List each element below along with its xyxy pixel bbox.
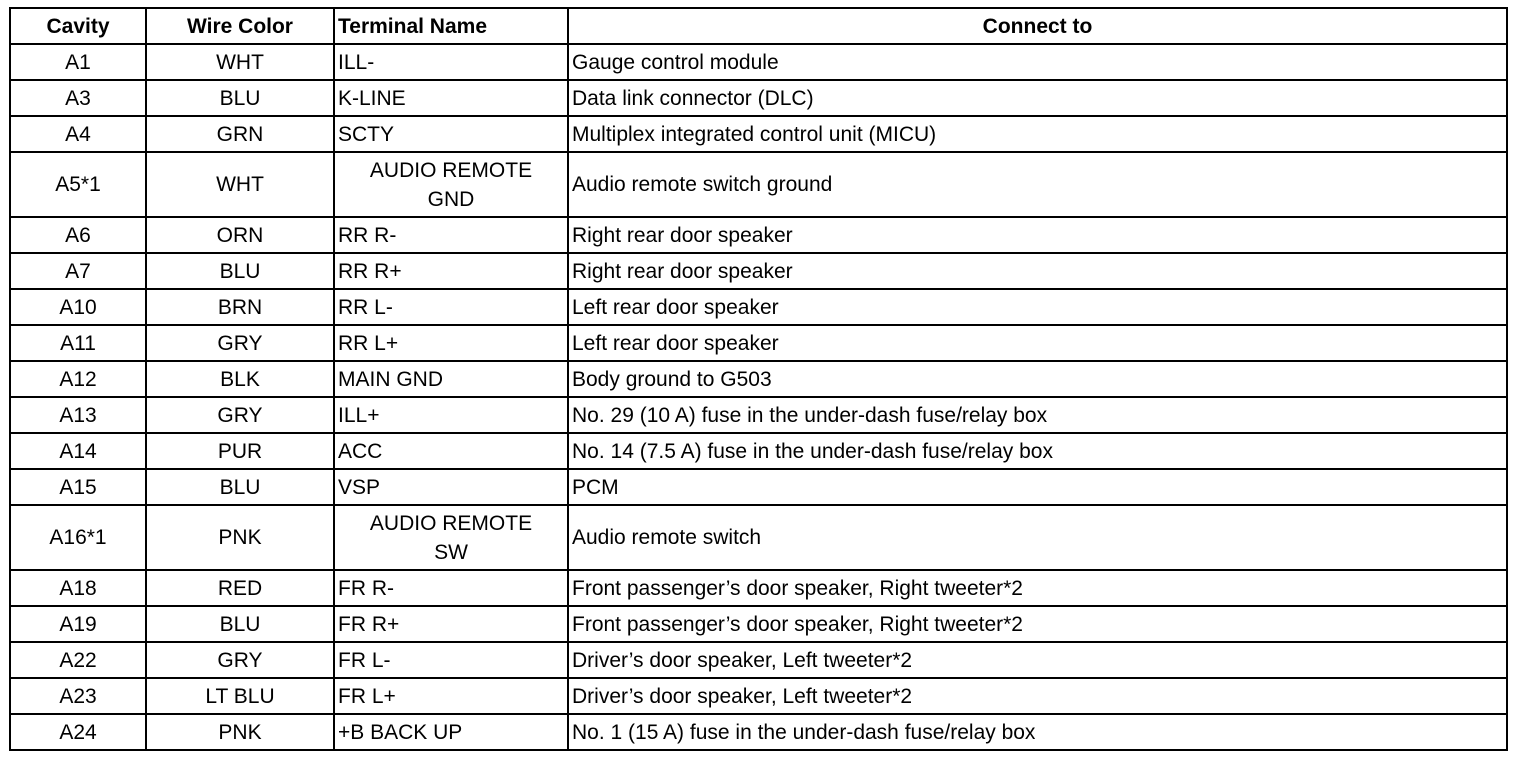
terminal-name-line-1: AUDIO REMOTE	[369, 158, 533, 182]
cell-terminal-name	[334, 152, 568, 217]
cell-connect-to: Right rear door speaker	[568, 253, 1507, 289]
cell-connect-to: PCM	[568, 469, 1507, 505]
table-row	[10, 642, 1507, 678]
table-row	[10, 44, 1507, 80]
cell-terminal-name: MAIN GND	[334, 361, 568, 397]
cell-cavity: A4	[10, 116, 146, 152]
terminal-name-line-1: AUDIO REMOTE	[369, 511, 533, 535]
table-row	[10, 80, 1507, 116]
cell-terminal-name: FR L-	[334, 642, 568, 678]
connector-table-container	[9, 7, 1506, 751]
cell-terminal-name: ILL+	[334, 397, 568, 433]
header-cavity: Cavity	[10, 8, 146, 44]
cell-wire-color: ORN	[146, 217, 334, 253]
header-terminal-name: Terminal Name	[334, 8, 568, 44]
cell-cavity: A23	[10, 678, 146, 714]
cell-terminal-name	[334, 505, 568, 570]
cell-cavity: A1	[10, 44, 146, 80]
cell-terminal-name: RR L-	[334, 289, 568, 325]
cell-cavity: A13	[10, 397, 146, 433]
cell-connect-to: Driver’s door speaker, Left tweeter*2	[568, 642, 1507, 678]
table-row	[10, 116, 1507, 152]
cell-connect-to: Left rear door speaker	[568, 325, 1507, 361]
cell-wire-color: LT BLU	[146, 678, 334, 714]
cell-cavity: A18	[10, 570, 146, 606]
table-row	[10, 152, 1507, 217]
cell-terminal-name: RR R-	[334, 217, 568, 253]
cell-cavity: A6	[10, 217, 146, 253]
table-row	[10, 289, 1507, 325]
table-row	[10, 505, 1507, 570]
cell-terminal-name: RR L+	[334, 325, 568, 361]
cell-wire-color: BRN	[146, 289, 334, 325]
cell-cavity: A11	[10, 325, 146, 361]
table-row	[10, 678, 1507, 714]
cell-connect-to: Left rear door speaker	[568, 289, 1507, 325]
cell-wire-color: GRN	[146, 116, 334, 152]
cell-wire-color: PUR	[146, 433, 334, 469]
cell-connect-to: Audio remote switch	[568, 505, 1507, 570]
cell-wire-color: PNK	[146, 505, 334, 570]
cell-connect-to: No. 29 (10 A) fuse in the under-dash fuse/relay box	[568, 397, 1507, 433]
table-row	[10, 253, 1507, 289]
cell-wire-color: RED	[146, 570, 334, 606]
cell-connect-to: Data link connector (DLC)	[568, 80, 1507, 116]
cell-connect-to: Multiplex integrated control unit (MICU)	[568, 116, 1507, 152]
cell-terminal-name: FR R-	[334, 570, 568, 606]
connector-pinout-table	[9, 7, 1508, 751]
cell-cavity: A10	[10, 289, 146, 325]
cell-wire-color: PNK	[146, 714, 334, 750]
cell-terminal-name: ILL-	[334, 44, 568, 80]
cell-terminal-name: SCTY	[334, 116, 568, 152]
cell-terminal-name: RR R+	[334, 253, 568, 289]
cell-wire-color: WHT	[146, 152, 334, 217]
cell-wire-color: BLU	[146, 253, 334, 289]
table-row	[10, 606, 1507, 642]
cell-cavity: A15	[10, 469, 146, 505]
cell-cavity: A5*1	[10, 152, 146, 217]
table-row	[10, 469, 1507, 505]
cell-connect-to: Body ground to G503	[568, 361, 1507, 397]
cell-wire-color: GRY	[146, 325, 334, 361]
cell-connect-to: Audio remote switch ground	[568, 152, 1507, 217]
cell-wire-color: WHT	[146, 44, 334, 80]
cell-connect-to: Right rear door speaker	[568, 217, 1507, 253]
cell-cavity: A7	[10, 253, 146, 289]
cell-terminal-name: FR L+	[334, 678, 568, 714]
table-row	[10, 433, 1507, 469]
cell-wire-color: BLK	[146, 361, 334, 397]
cell-connect-to: Driver’s door speaker, Left tweeter*2	[568, 678, 1507, 714]
cell-cavity: A16*1	[10, 505, 146, 570]
cell-wire-color: BLU	[146, 80, 334, 116]
table-row	[10, 714, 1507, 750]
terminal-name-line-2: SW	[434, 540, 468, 564]
cell-wire-color: GRY	[146, 642, 334, 678]
header-connect-to: Connect to	[568, 8, 1507, 44]
cell-terminal-name: FR R+	[334, 606, 568, 642]
cell-wire-color: GRY	[146, 397, 334, 433]
cell-terminal-name: VSP	[334, 469, 568, 505]
table-row	[10, 325, 1507, 361]
cell-cavity: A22	[10, 642, 146, 678]
table-row	[10, 361, 1507, 397]
cell-terminal-name: ACC	[334, 433, 568, 469]
cell-cavity: A12	[10, 361, 146, 397]
cell-connect-to: No. 1 (15 A) fuse in the under-dash fuse/relay box	[568, 714, 1507, 750]
table-row	[10, 397, 1507, 433]
cell-connect-to: Front passenger’s door speaker, Right tweeter*2	[568, 606, 1507, 642]
table-body	[10, 44, 1507, 750]
cell-cavity: A3	[10, 80, 146, 116]
cell-connect-to: Gauge control module	[568, 44, 1507, 80]
cell-connect-to: No. 14 (7.5 A) fuse in the under-dash fuse/relay box	[568, 433, 1507, 469]
header-wire-color: Wire Color	[146, 8, 334, 44]
cell-cavity: A24	[10, 714, 146, 750]
cell-wire-color: BLU	[146, 469, 334, 505]
cell-cavity: A19	[10, 606, 146, 642]
table-row	[10, 217, 1507, 253]
cell-cavity: A14	[10, 433, 146, 469]
terminal-name-line-2: GND	[427, 187, 475, 211]
header-row	[10, 8, 1507, 44]
table-row	[10, 570, 1507, 606]
cell-terminal-name: +B BACK UP	[334, 714, 568, 750]
cell-terminal-name: K-LINE	[334, 80, 568, 116]
cell-wire-color: BLU	[146, 606, 334, 642]
cell-connect-to: Front passenger’s door speaker, Right tweeter*2	[568, 570, 1507, 606]
